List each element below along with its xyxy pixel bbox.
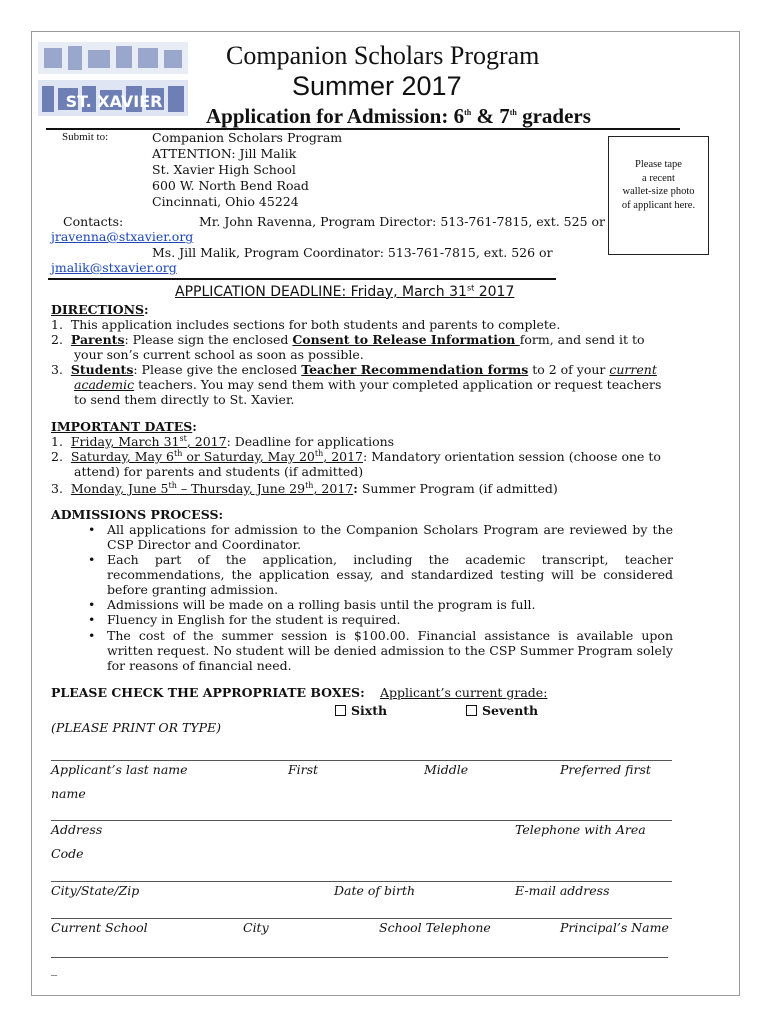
contacts-label: Contacts: [63,214,124,229]
contact-malik: Ms. Jill Malik, Program Coordinator: 513-761-7815, ext. 526 or [152,245,553,260]
field-preferred-first: Preferred first [560,762,651,777]
email-ravenna-link[interactable]: jravenna@stxavier.org [51,229,194,244]
field-telephone: Telephone with Area [515,822,646,837]
field-school-telephone: School Telephone [379,920,491,935]
dates-heading: IMPORTANT DATES: [51,419,197,434]
field-telephone-wrap: Code [51,846,84,861]
bullet: • [88,597,96,612]
bottom-dash: _ [51,961,58,976]
contact-ravenna: Mr. John Ravenna, Program Director: 513-761-7815, ext. 525 or [199,214,606,229]
bullet: • [88,522,96,537]
bullet: • [88,552,96,567]
admissions-bullet-3: Admissions will be made on a rolling basis until the program is full. [107,597,536,612]
direction-3-cont: academic teachers. You may send them with your completed application or request teachers [74,377,662,392]
field-principal-name: Principal’s Name [560,920,669,935]
field-current-school: Current School [51,920,148,935]
direction-2: 2. Parents: Please sign the enclosed Consent to Release Information form, and send it to [51,332,645,347]
grade-label: Applicant’s current grade: [380,685,548,700]
program-year: Summer 2017 [292,71,462,101]
direction-3: 3. Students: Please give the enclosed Teacher Recommendation forms to 2 of your current [51,362,657,377]
field-email: E-mail address [515,883,610,898]
school-line[interactable] [51,918,672,919]
admissions-bullet-4: Fluency in English for the student is required. [107,612,401,627]
header-rule [46,128,680,130]
contacts-rule [48,278,556,280]
field-city-state-zip: City/State/Zip [51,883,140,898]
field-last-name: Applicant’s last name [51,762,188,777]
bottom-line[interactable] [51,957,668,958]
submit-label: Submit to: [62,131,109,143]
program-title: Companion Scholars Program [226,41,540,70]
email-malik-link[interactable]: jmalik@stxavier.org [51,260,177,275]
applicant-name-line[interactable] [51,760,672,761]
logo-text: ST. XAVIER [65,92,163,111]
field-date-of-birth: Date of birth [334,883,416,898]
date-1: 1. Friday, March 31st, 2017: Deadline for applications [51,434,395,450]
direction-2-cont: your son’s current school as soon as possible. [74,347,364,362]
admissions-heading: ADMISSIONS PROCESS: [51,507,224,522]
checkbox-icon[interactable] [335,705,346,716]
bullet: • [88,628,96,643]
school-logo [34,36,194,122]
grade-seventh-checkbox[interactable]: Seventh [466,703,538,718]
city-dob-email-line[interactable] [51,881,672,882]
date-3: 3. Monday, June 5th – Thursday, June 29th, 2017: Summer Program (if admitted) [51,481,558,497]
direction-3-cont2: to send them directly to St. Xavier. [74,392,295,407]
address-line[interactable] [51,820,672,821]
print-note: (PLEASE PRINT OR TYPE) [51,720,222,735]
field-address: Address [51,822,103,837]
field-middle-name: Middle [424,762,469,777]
directions-heading: DIRECTIONS: [51,302,149,317]
admissions-bullet-1: All applications for admission to the Companion Scholars Program are reviewed by the CSP Director and Coordinator. [107,522,673,553]
direction-1: 1. This application includes sections for both students and parents to complete. [51,317,561,332]
date-2-cont: attend) for parents and students (if admitted) [74,464,364,479]
check-heading: PLEASE CHECK THE APPROPRIATE BOXES: [51,685,365,700]
grade-sixth-checkbox[interactable]: Sixth [335,703,387,718]
admissions-bullet-2: Each part of the application, including the academic transcript, teacher recommendations, the application essay, and standardized testing will be considered before granting admission. [107,552,673,598]
date-2: 2. Saturday, May 6th or Saturday, May 20th, 2017: Mandatory orientation session (choose one to [51,449,661,465]
field-school-city: City [243,920,269,935]
admissions-bullet-5: The cost of the summer session is $100.00. Financial assistance is available upon written request. No student will be denied admission to the CSP Summer Program solely for reasons of financial need. [107,628,673,674]
application-deadline: APPLICATION DEADLINE: Friday, March 31st 2017 [175,283,515,300]
form-title: Application for Admission: 6th & 7th graders [206,104,591,128]
field-first-name: First [288,762,319,777]
photo-box: Please tape a recent wallet-size photo of applicant here. [608,136,709,255]
field-preferred-first-wrap: name [51,786,86,801]
checkbox-icon[interactable] [466,705,477,716]
bullet: • [88,612,96,627]
submit-address: Companion Scholars Program ATTENTION: Jill Malik St. Xavier High School 600 W. North Bend Road Cincinnati, Ohio 45224 [152,130,343,209]
